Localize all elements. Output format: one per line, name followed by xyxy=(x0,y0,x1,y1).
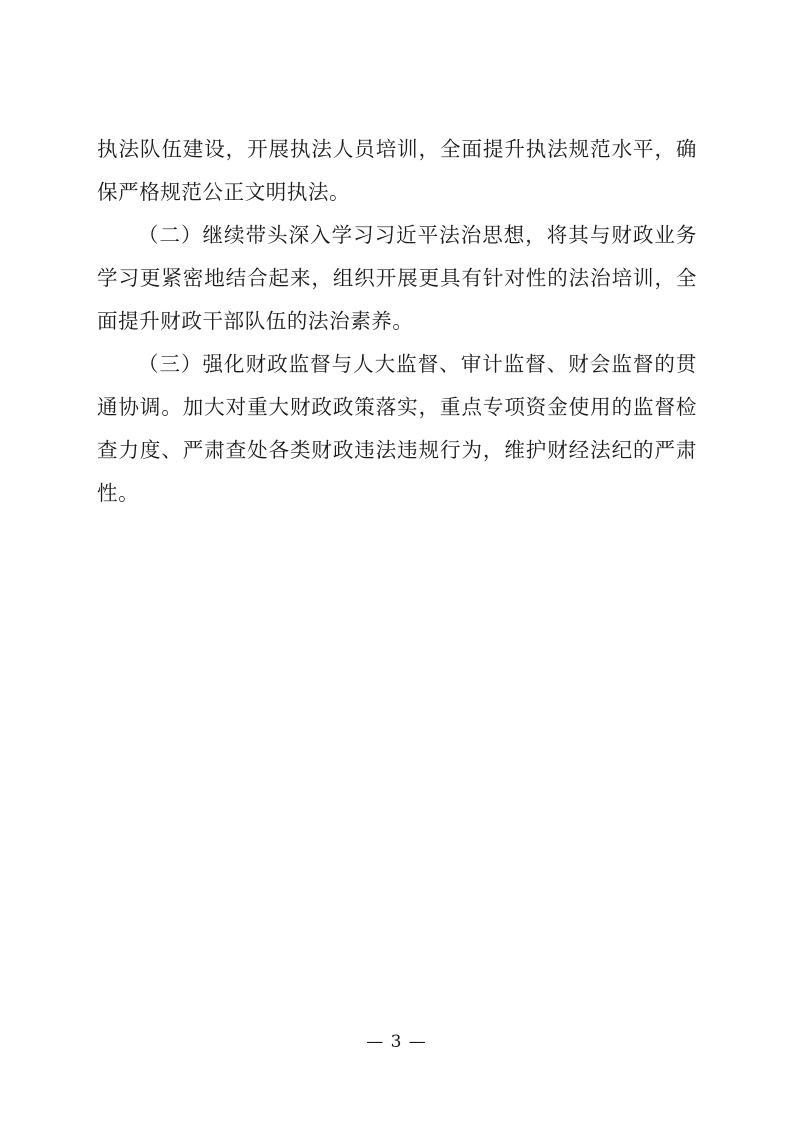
paragraph-item-three: （三）强化财政监督与人大监督、审计监督、财会监督的贯通协调。加大对重大财政政策落实，重点专项资金使用的监督检查力度、严肃查处各类财政违法违规行为，维护财经法纪的严肃性。 xyxy=(97,352,697,505)
paragraph-continued: 执法队伍建设，开展执法人员培训，全面提升执法规范水平，确保严格规范公正文明执法。 xyxy=(97,137,697,204)
document-body xyxy=(97,128,697,515)
page-number: — 3 — xyxy=(366,1032,427,1052)
paragraph-item-two: （二）继续带头深入学习习近平法治思想，将其与财政业务学习更紧密地结合起来，组织开展更具有针对性的法治培训，全面提升财政干部队伍的法治素养。 xyxy=(97,223,697,333)
